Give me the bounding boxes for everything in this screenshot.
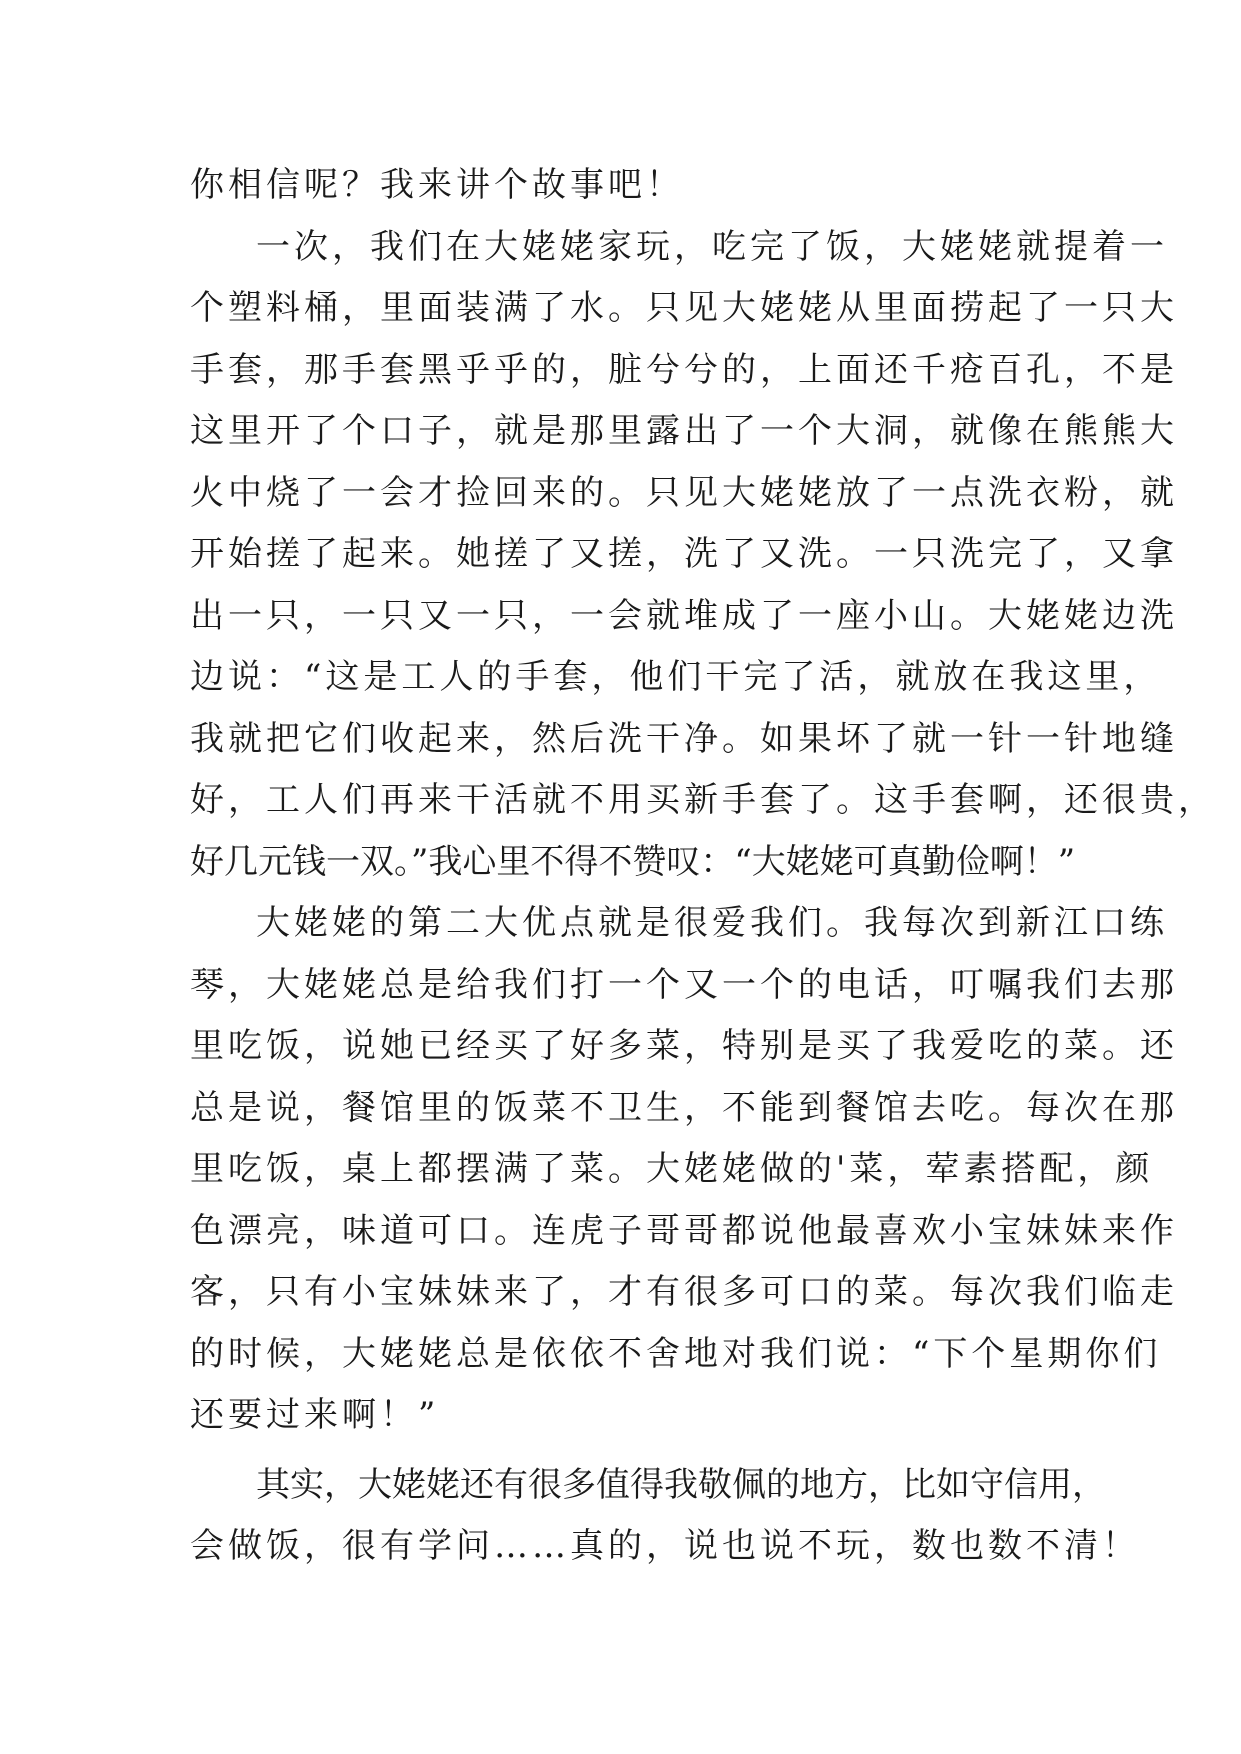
text-line: 个塑料桶，里面装满了水。只见大姥姥从里面捞起了一只大 <box>190 288 1178 328</box>
body-text <box>190 155 1216 1578</box>
text-line: 客，只有小宝妹妹来了，才有很多可口的菜。每次我们临走 <box>190 1272 1178 1312</box>
text-line: 好几元钱一双。”我心里不得不赞叹：“大姥姥可真勤俭啊！” <box>190 841 1076 882</box>
paragraph-first-line: 大姥姥的第二大优点就是很爱我们。我每次到新江口练 <box>256 903 1168 943</box>
paragraph-spacer <box>190 1447 1050 1455</box>
text-line: 出一只，一只又一只，一会就堆成了一座小山。大姥姥边洗 <box>190 595 1178 636</box>
text-line: 手套，那手套黑乎乎的，脏兮兮的，上面还千疮百孔，不是 <box>190 349 1178 390</box>
text-line: 好，工人们再来干活就不用买新手套了。这手套啊，还很贵， <box>190 780 1216 820</box>
text-line: 琴，大姥姥总是给我们打一个又一个的电话，叮嘱我们去那 <box>190 964 1178 1005</box>
text-line: 我就把它们收起来，然后洗干净。如果坏了就一针一针地缝 <box>190 718 1178 759</box>
paragraph-first-line: 一次，我们在大姥姥家玩，吃完了饭，大姥姥就提着一 <box>256 226 1168 267</box>
text-line: 色漂亮，味道可口。连虎子哥哥都说他最喜欢小宝妹妹来作 <box>190 1210 1178 1251</box>
text-line: 会做饭，很有学问……真的，说也说不玩，数也数不清！ <box>190 1526 1140 1566</box>
text-line: 边说：“这是工人的手套，他们干完了活，就放在我这里， <box>190 657 1162 697</box>
text-line: 里吃饭，说她已经买了好多菜，特别是买了我爱吃的菜。还 <box>190 1026 1178 1066</box>
text-line: 里吃饭，桌上都摆满了菜。大姥姥做的'菜，荤素搭配，颜 <box>190 1149 1154 1189</box>
text-line: 火中烧了一会才捡回来的。只见大姥姥放了一点洗衣粉，就 <box>190 472 1178 513</box>
paragraph-first-line: 其实，大姥姥还有很多值得我敬佩的地方，比如守信用， <box>256 1464 1106 1505</box>
text-line: 开始搓了起来。她搓了又搓，洗了又洗。一只洗完了，又拿 <box>190 534 1178 574</box>
text-line: 总是说，餐馆里的饭菜不卫生，不能到餐馆去吃。每次在那 <box>190 1087 1178 1128</box>
text-line: 的时候，大姥姥总是依依不舍地对我们说：“下个星期你们 <box>190 1333 1162 1374</box>
text-line: 你相信呢？我来讲个故事吧！ <box>190 165 684 205</box>
text-line: 这里开了个口子，就是那里露出了一个大洞，就像在熊熊大 <box>190 411 1178 451</box>
text-line: 还要过来啊！” <box>190 1395 440 1435</box>
